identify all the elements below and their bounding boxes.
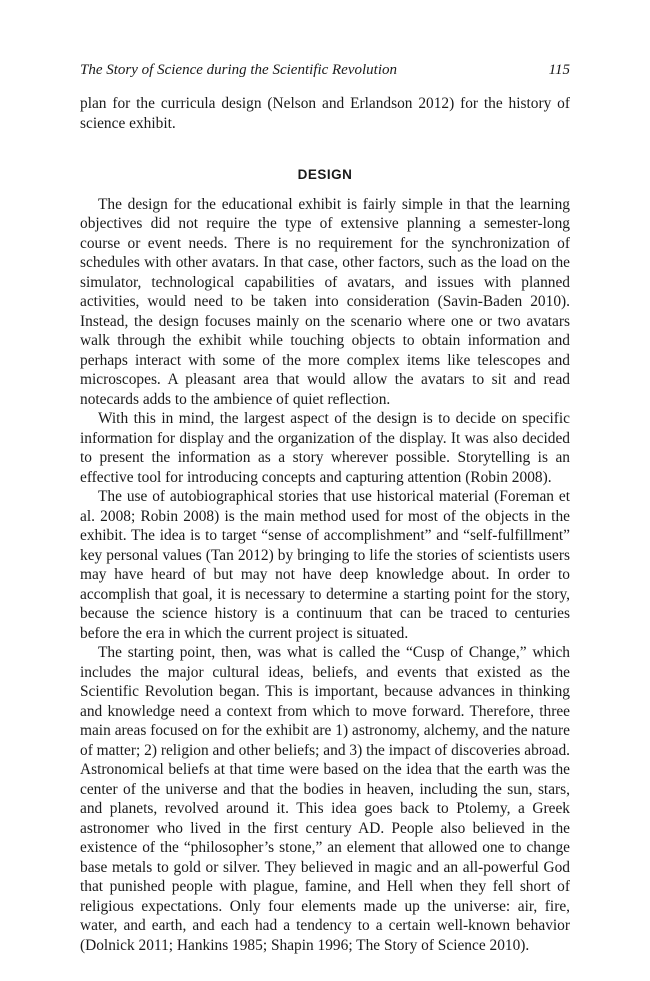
- running-header: [80, 62, 570, 84]
- paragraph-autobiographical: The use of autobiographical stories that use historical material (Foreman et al. 2008; Robin 2008) is the main method used for most of the objects in the exhibit. The idea is to target “sense of accomplishment” and “self-fulfillment” key personal values (Tan 2012) by bringing to life the stories of scientists users may have heard of but may not have deep knowledge about. In order to accomplish that goal, it is necessary to determine a starting point for the story, because the science history is a continuum that can be traced to centuries before the era in which the current project is situated.: [80, 488, 570, 642]
- page-number: 115: [548, 62, 570, 78]
- intro-paragraph: plan for the curricula design (Nelson and Erlandson 2012) for the history of science exhibit.: [80, 95, 570, 132]
- paragraph-cusp-of-change: The starting point, then, was what is called the “Cusp of Change,” which includes the major cultural ideas, beliefs, and events that existed as the Scientific Revolution began. This is important, because advances in thinking and knowledge need a context from which to move forward. Therefore, three main areas focused on for the exhibit are 1) astronomy, alchemy, and the nature of matter; 2) religion and other beliefs; and 3) the impact of discoveries abroad. Astronomical beliefs at that time were based on the idea that the earth was the center of the universe and that the bodies in heaven, including the sun, stars, and planets, revolved around it. This idea goes back to Ptolemy, a Greek astronomer who lived in the first century AD. People also believed in the existence of the “philosopher’s stone,” an element that allowed one to change base metals to gold or silver. They believed in magic and an all-powerful God that punished people with plague, famine, and Hell when they fell short of religious expectations. Only four elements made up the universe: air, fire, water, and earth, and each had a tendency to a certain well-known behavior (Dolnick 2011; Hankins 1985; Shapin 1996; The Story of Science 2010).: [80, 644, 570, 954]
- paragraph-design-overview: The design for the educational exhibit is fairly simple in that the learning objectives did not require the type of extensive planning a semester-long course or event needs. There is no requirement for the synchronization of schedules with other avatars. In that case, other factors, such as the load on the simulator, technological capabilities of avatars, and issues with planned activities, would need to be taken into consideration (Savin-Baden 2010). Instead, the design focuses mainly on the scenario where one or two avatars walk through the exhibit while touching objects to obtain information and perhaps interact with some of the more complex items like telescopes and microscopes. A pleasant area that would allow the avatars to sit and read notecards adds to the ambience of quiet reflection.: [80, 195, 570, 408]
- running-title: The Story of Science during the Scientific Revolution: [80, 62, 397, 78]
- section-heading: DESIGN: [297, 167, 353, 182]
- paragraph-storytelling: With this in mind, the largest aspect of the design is to decide on specific information for display and the organization of the display. It was also decided to present the information as a story wherever possible. Storytelling is an effective tool for introducing concepts and capturing attention (Robin 2008).: [80, 410, 570, 486]
- body-text: [80, 94, 570, 955]
